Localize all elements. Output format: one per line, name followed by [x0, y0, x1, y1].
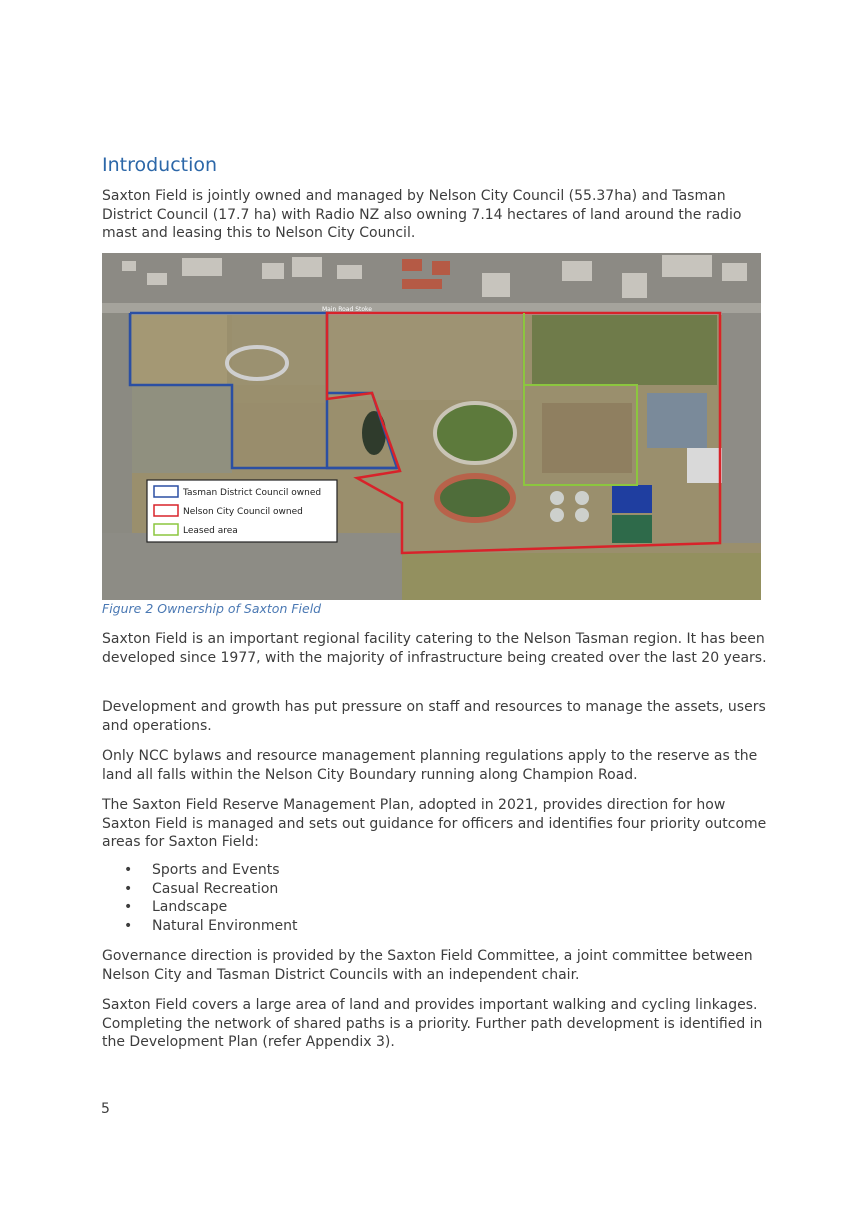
list-item-label: Sports and Events [152, 862, 280, 878]
figure-caption: Figure 2 Ownership of Saxton Field [102, 601, 322, 616]
legend-leased: Leased area [183, 526, 238, 536]
bullet-icon: • [124, 917, 133, 934]
list-item [102, 861, 297, 880]
bullet-icon: • [124, 880, 133, 897]
paragraph-walking-cycling: Saxton Field covers a large area of land and provides important walking and cycling linkages. Completing the network of shared paths is a priority. Further path development is identified in the Development Plan (refer Appendix 3). [102, 997, 763, 1051]
legend-tdc: Tasman District Council owned [183, 488, 322, 498]
paragraph-bylaws: Only NCC bylaws and resource management planning regulations apply to the reserve as the land all falls within the Nelson City Boundary running along Champion Road. [102, 748, 758, 783]
priority-outcome-list [102, 861, 297, 935]
bullet-icon: • [124, 899, 133, 916]
paragraph-management-plan: The Saxton Field Reserve Management Plan, adopted in 2021, provides direction for how Saxton Field is managed and sets out guidance for officers and identifies four priority outcome areas for Saxton Field: [102, 797, 767, 851]
paragraph-governance: Governance direction is provided by the Saxton Field Committee, a joint committee between Nelson City and Tasman District Councils with an independent chair. [102, 948, 753, 983]
intro-paragraph: Saxton Field is jointly owned and managed by Nelson City Council (55.37ha) and Tasman District Council (17.7 ha) with Radio NZ also owning 7.14 hectares of land around the radio mast and leasing this to Nelson City Council. [102, 188, 742, 242]
bullet-icon: • [124, 862, 133, 878]
paragraph-development-growth: Development and growth has put pressure on staff and resources to manage the assets, users and operations. [102, 699, 766, 734]
section-heading: Introduction [102, 154, 218, 176]
list-item [102, 880, 297, 899]
ownership-map [102, 253, 761, 600]
list-item-label: Landscape [152, 899, 228, 916]
list-item-label: Natural Environment [152, 917, 298, 934]
legend-ncc: Nelson City Council owned [183, 507, 303, 517]
list-item [102, 917, 297, 936]
page-number: 5 [101, 1101, 110, 1117]
list-item [102, 898, 297, 917]
list-item-label: Casual Recreation [152, 880, 279, 897]
road-label: Main Road Stoke [322, 306, 372, 313]
paragraph-regional-facility: Saxton Field is an important regional facility catering to the Nelson Tasman region. It has been developed since 1977, with the majority of infrastructure being created over the last 20 years. [102, 631, 767, 666]
